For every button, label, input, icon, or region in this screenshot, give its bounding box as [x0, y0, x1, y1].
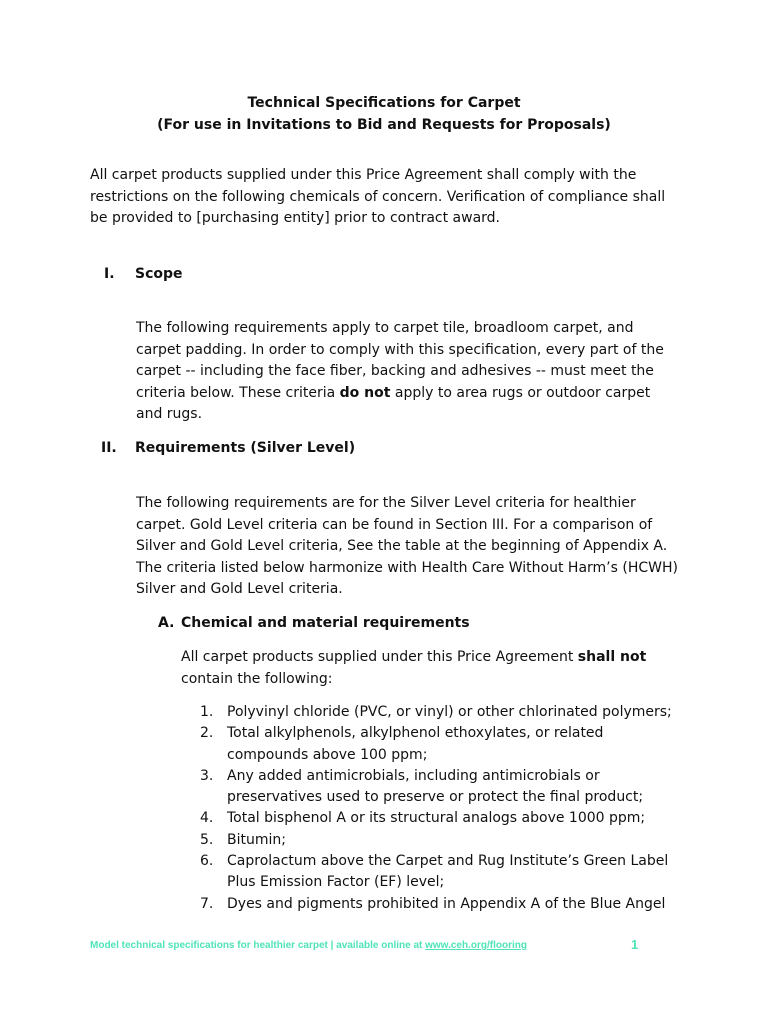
list-item-number: 4.: [200, 810, 214, 827]
prohibited-materials-list: [200, 702, 680, 915]
footer-text: Model technical specifications for healthier carpet | available online at: [90, 940, 426, 951]
list-item: [200, 723, 680, 766]
list-item-number: 3.: [200, 767, 214, 784]
subsection-a-text-start: All carpet products supplied under this Price Agreement: [181, 649, 578, 665]
list-item: [200, 702, 680, 723]
scope-paragraph: [136, 318, 676, 426]
requirements-paragraph: The following requirements are for the Silver Level criteria for healthier carpet. Gold Level criteria can be found in Section III. For a comparison of Silver and Gold Level criteria, See the table at the beginning of Appendix A. The criteria listed below harmonize with Health Care Without Harm’s (HCWH) Silver and Gold Level criteria.: [136, 495, 678, 597]
list-item-number: 7.: [200, 895, 214, 912]
list-item-text: Dyes and pigments prohibited in Appendix A of the Blue Angel: [227, 895, 666, 912]
section-2-number: II.: [101, 440, 117, 456]
subsection-a-text-emphasis: shall not: [577, 649, 647, 665]
section-1-title: Scope: [135, 266, 183, 282]
section-2-title: Requirements (Silver Level): [135, 440, 356, 456]
list-item: [200, 851, 680, 894]
list-item-text: Total alkylphenols, alkylphenol ethoxylates, or related compounds above 100 ppm;: [227, 725, 604, 763]
document-title: Technical Specifications for Carpet: [247, 95, 521, 111]
list-item-text: Polyvinyl chloride (PVC, or vinyl) or other chlorinated polymers;: [227, 704, 672, 720]
list-item-text: Any added antimicrobials, including antimicrobials or preservatives used to preserve or protect the final product;: [227, 767, 644, 806]
list-item: [200, 894, 680, 915]
list-item-text: Bitumin;: [227, 831, 286, 848]
footer-link[interactable]: www.ceh.org/flooring: [425, 940, 527, 951]
section-1-number: I.: [104, 266, 115, 282]
list-item: [200, 808, 680, 829]
list-item-number: 5.: [200, 831, 214, 848]
list-item-number: 1.: [200, 704, 214, 720]
intro-paragraph: All carpet products supplied under this Price Agreement shall comply with the restrictions on the following chemicals of concern. Verification of compliance shall be provided to [purchasing entity] prior to contract award.: [90, 167, 666, 226]
subsection-a-intro: [181, 647, 681, 690]
list-item-text: Caprolactum above the Carpet and Rug Institute’s Green Label Plus Emission Factor (EF) level;: [227, 853, 669, 891]
document-subtitle: (For use in Invitations to Bid and Requests for Proposals): [157, 117, 611, 133]
subsection-a-title: Chemical and material requirements: [181, 615, 470, 631]
scope-text-end: apply to area rugs or outdoor carpet and rugs.: [136, 384, 651, 422]
list-item-text: Total bisphenol A or its structural analogs above 1000 ppm;: [227, 810, 646, 827]
list-item: [200, 766, 680, 809]
page-footer: [90, 940, 527, 951]
subsection-a-letter: A.: [158, 615, 175, 631]
page-number: 1: [631, 937, 639, 952]
list-item: [200, 830, 680, 851]
list-item-number: 6.: [200, 853, 214, 870]
scope-text-emphasis: do not: [339, 384, 391, 401]
scope-text-start: The following requirements apply to carpet tile, broadloom carpet, and carpet padding. In order to comply with this specification, every part of the carpet -- including the face fiber, backing and adhesives -- must meet the criteria below. These criteria: [136, 320, 664, 401]
list-item-number: 2.: [200, 725, 214, 742]
subsection-a-text-end: contain the following:: [181, 670, 333, 687]
